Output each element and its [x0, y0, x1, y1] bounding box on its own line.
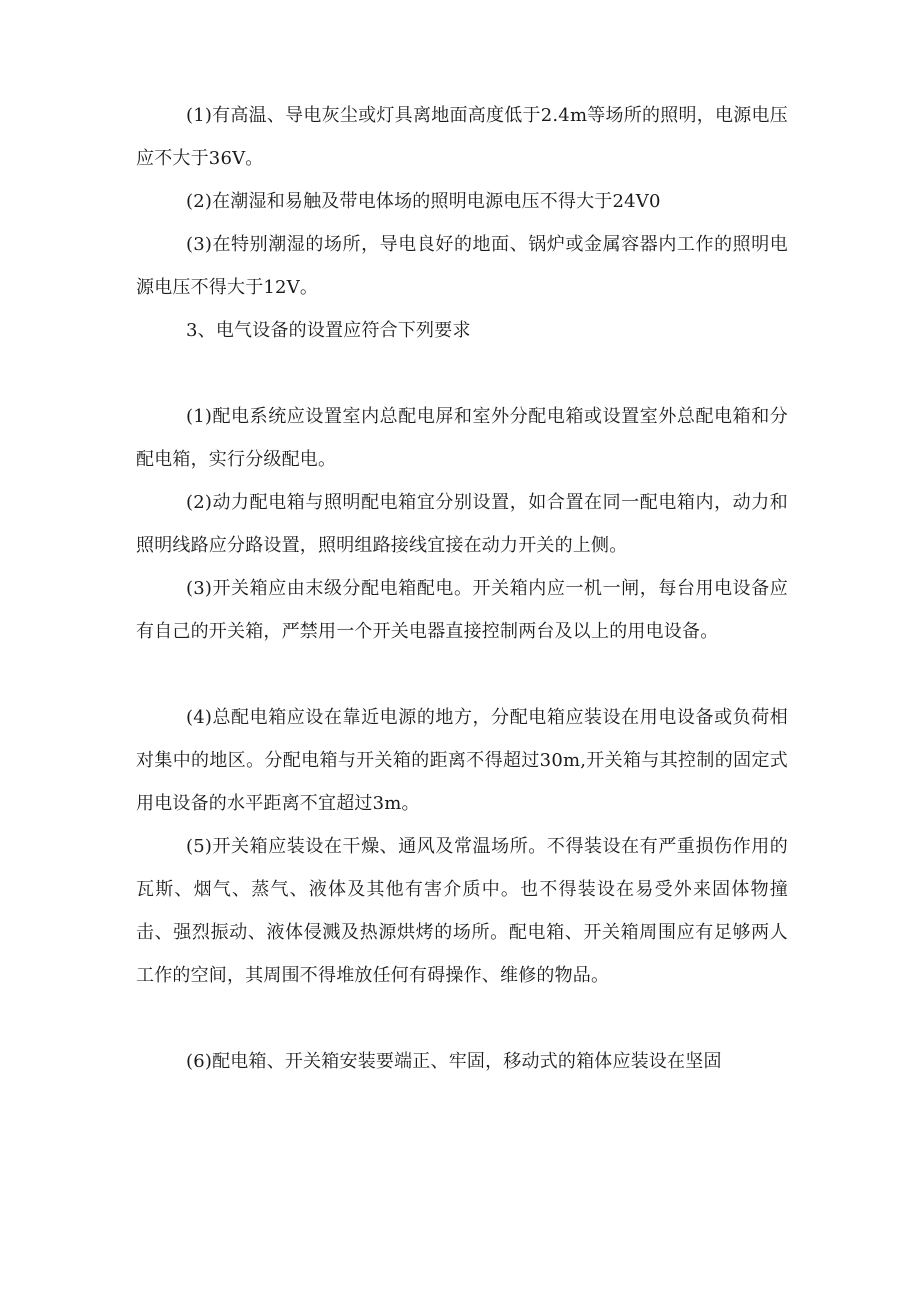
section-heading-electrical-equipment: 3、电气设备的设置应符合下列要求 — [186, 320, 471, 341]
paragraph-lighting-voltage-36v: (1)有高温、导电灰尘或灯具离地面高度低于2.4m等场所的照明，电源电压应不大于36V。 — [136, 105, 788, 169]
paragraph-lighting-voltage-24v: (2)在潮湿和易触及带电体场的照明电源电压不得大于24V0 — [186, 191, 661, 212]
paragraph-box-location: (4)总配电箱应设在靠近电源的地方，分配电箱应装设在用电设备或负荷相对集中的地区。分配电箱与开关箱的距离不得超过30m,开关箱与其控制的固定式用电设备的水平距离不宜超过3m。 — [136, 707, 788, 814]
paragraph-lighting-voltage-12v: (3)在特别潮湿的场所，导电良好的地面、锅炉或金属容器内工作的照明电源电压不得大于12V。 — [136, 234, 788, 298]
paragraph-installation-mounting: (6)配电箱、开关箱安装要端正、牢固，移动式的箱体应装设在坚固 — [186, 1051, 722, 1072]
paragraph-power-lighting-boxes: (2)动力配电箱与照明配电箱宜分别设置，如合置在同一配电箱内，动力和照明线路应分路设置，照明组路接线宜接在动力开关的上侧。 — [136, 492, 788, 556]
paragraph-installation-environment: (5)开关箱应装设在干燥、通风及常温场所。不得装设在有严重损伤作用的瓦斯、烟气、蒸气、液体及其他有害介质中。也不得装设在易受外来固体物撞击、强烈振动、液体侵溅及热源烘烤的场所。配电箱、开关箱周围应有足够两人工作的空间，其周围不得堆放任何有碍操作、维修的物品。 — [136, 836, 788, 986]
paragraph-switch-box: (3)开关箱应由末级分配电箱配电。开关箱内应一机一闸，每台用电设备应有自己的开关箱，严禁用一个开关电器直接控制两台及以上的用电设备。 — [136, 578, 788, 642]
paragraph-distribution-system: (1)配电系统应设置室内总配电屏和室外分配电箱或设置室外总配电箱和分配电箱，实行分级配电。 — [136, 406, 788, 470]
